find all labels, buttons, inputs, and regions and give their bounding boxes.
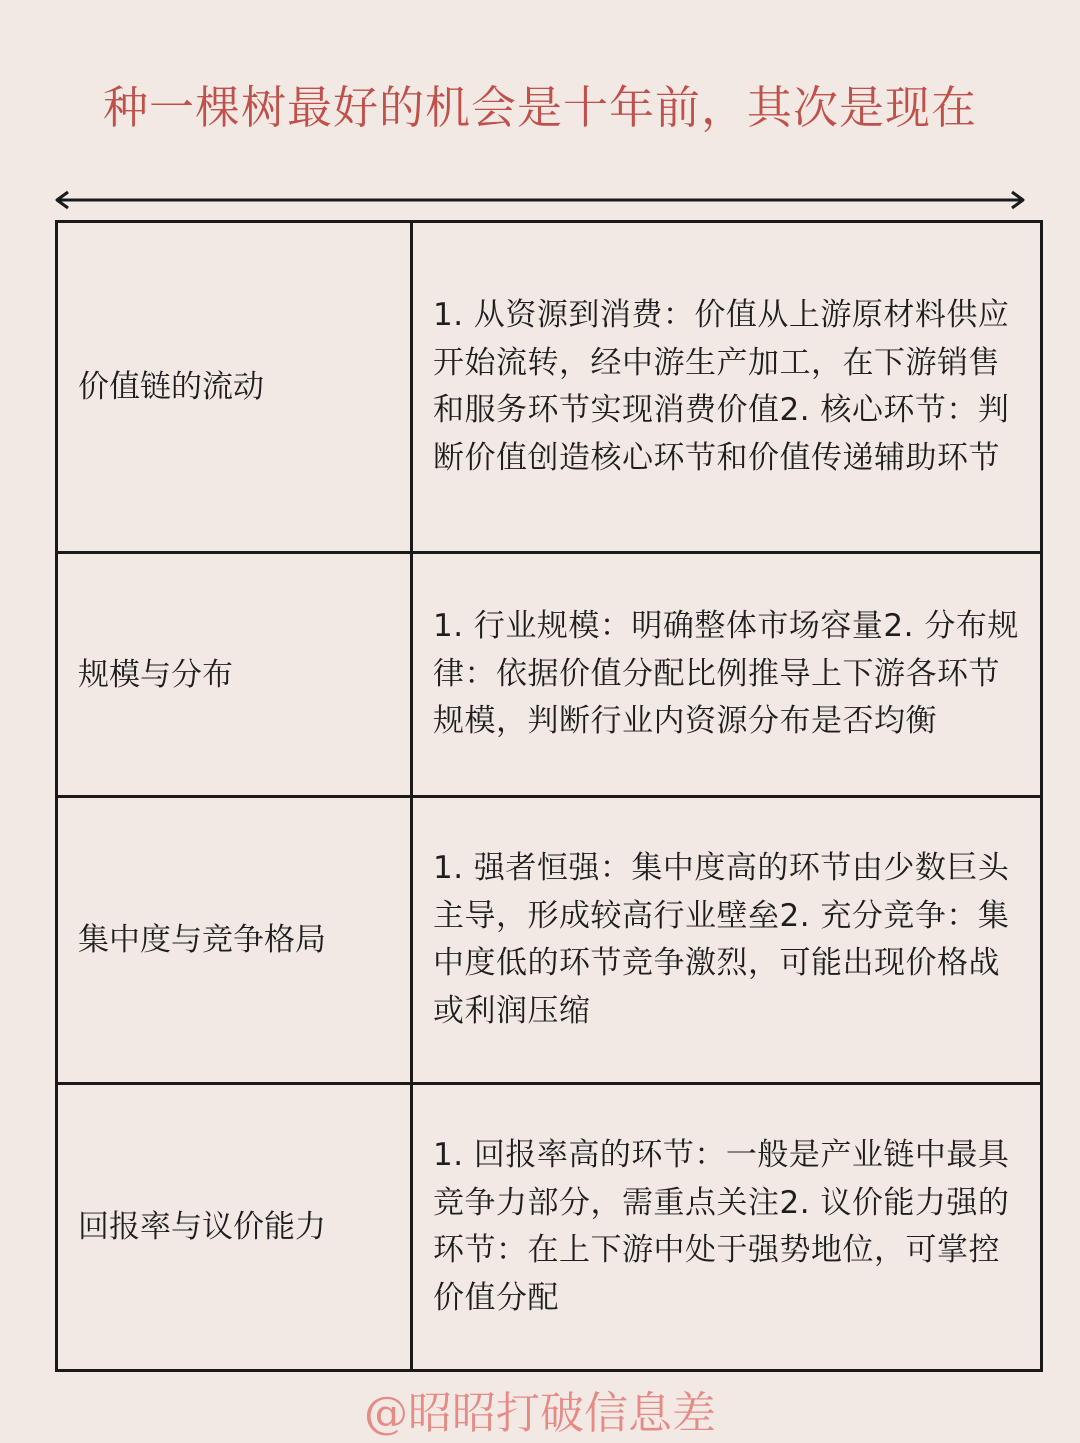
value-chain-table	[55, 220, 1043, 1372]
page-title: 种一棵树最好的机会是十年前，其次是现在	[102, 81, 977, 134]
row-description: 1. 回报率高的环节：一般是产业链中最具竞争力部分，需重点关注2. 议价能力强的环节：在上下游中处于强势地位，可掌控价值分配	[412, 1084, 1042, 1371]
row-label: 回报率与议价能力	[57, 1084, 412, 1371]
row-description: 1. 行业规模：明确整体市场容量2. 分布规律：依据价值分配比例推导上下游各环节规模，判断行业内资源分布是否均衡	[412, 553, 1042, 797]
row-description: 1. 从资源到消费：价值从上游原材料供应开始流转，经中游生产加工，在下游销售和服务环节实现消费价值2. 核心环节：判断价值创造核心环节和价值传递辅助环节	[412, 222, 1042, 553]
author-watermark: @昭昭打破信息差	[364, 1388, 716, 1439]
row-label: 价值链的流动	[57, 222, 412, 553]
table-row	[57, 1084, 1042, 1371]
table-row	[57, 553, 1042, 797]
row-label: 集中度与竞争格局	[57, 797, 412, 1084]
table-row	[57, 222, 1042, 553]
row-description: 1. 强者恒强：集中度高的环节由少数巨头主导，形成较高行业壁垒2. 充分竞争：集中度低的环节竞争激烈，可能出现价格战或利润压缩	[412, 797, 1042, 1084]
row-label: 规模与分布	[57, 553, 412, 797]
double-arrow-icon	[52, 188, 1028, 212]
table-row	[57, 797, 1042, 1084]
